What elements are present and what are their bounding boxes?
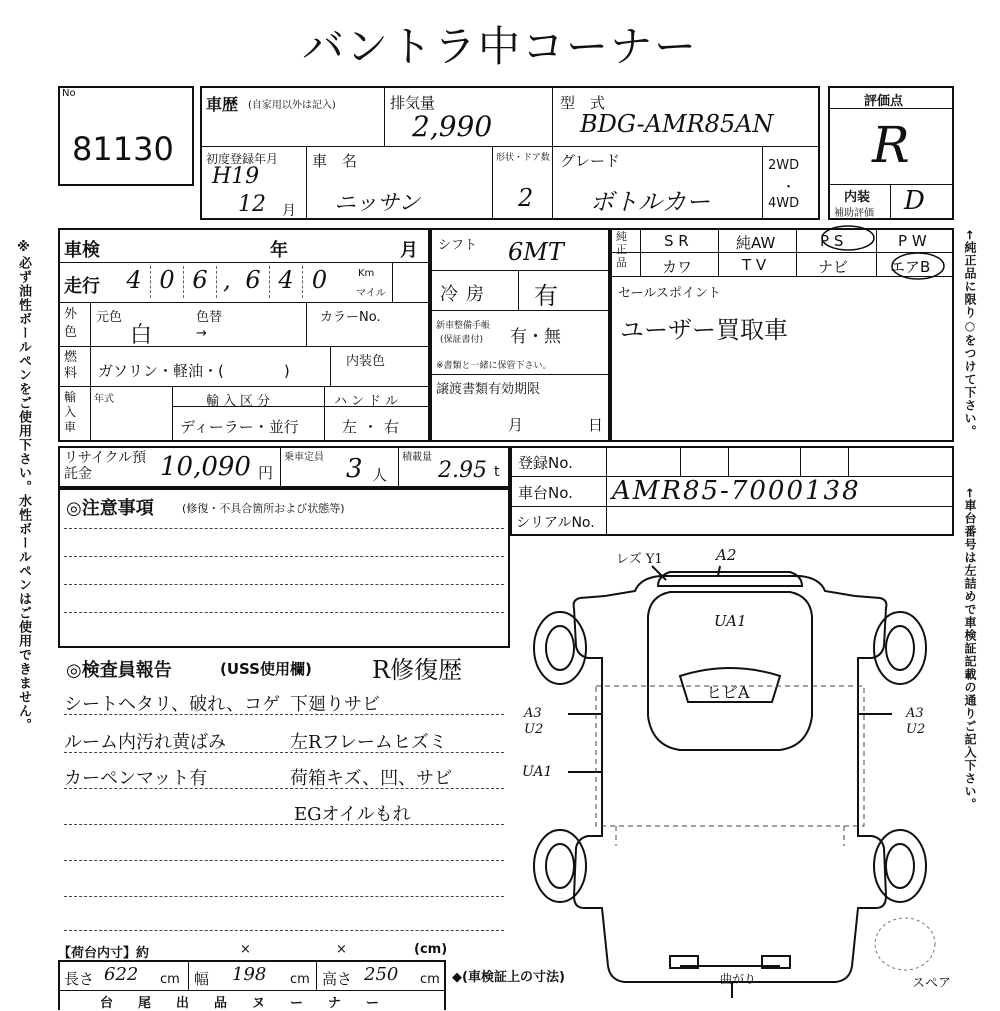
equip-sr: S R xyxy=(664,232,689,250)
width-value: 198 xyxy=(232,964,267,985)
equip-aw: 純AW xyxy=(736,234,776,252)
height-label: 高さ xyxy=(322,970,353,988)
cargo-times-2: × xyxy=(336,942,347,957)
car-name-value: ニッサン xyxy=(334,191,421,216)
load-label: 積載量 xyxy=(402,452,432,463)
diagram-mark-windshield: ヒビA xyxy=(706,683,750,702)
equip-airbag: エアB xyxy=(890,258,931,276)
import-class-label: 輸入区分 xyxy=(206,394,275,409)
manual-label: 新車整備手帳 xyxy=(436,321,491,331)
first-reg-month: 12 xyxy=(238,192,266,217)
original-color-value: 白 xyxy=(130,323,153,348)
equip-ps: P S xyxy=(820,232,844,250)
length-cm: cm xyxy=(160,972,180,987)
mileage-digit: 4 xyxy=(118,266,151,298)
doors-value: 2 xyxy=(518,184,534,212)
displacement-label: 排気量 xyxy=(390,94,436,112)
aircon-value: 有 xyxy=(534,282,558,310)
no-label: No xyxy=(62,88,76,99)
km-label: Km xyxy=(358,268,375,279)
color-no-label: カラーNo. xyxy=(320,310,381,325)
interior-sub: 補助評価 xyxy=(834,208,874,219)
cargo-times-1: × xyxy=(240,942,251,957)
grade-value: ボトルカー xyxy=(590,188,710,216)
equip-pw: P W xyxy=(898,232,927,250)
capacity-label: 乗車定員 xyxy=(284,452,324,463)
cargo-bottom-text: 台 尾 出 品 ヌ ー ナ ー xyxy=(100,996,386,1011)
height-value: 250 xyxy=(364,964,399,985)
report-left-1: シートヘタリ、破れ、コゲ xyxy=(64,694,281,715)
report-right-3: 荷箱キズ、凹、サビ xyxy=(290,768,453,789)
shift-label: シフト xyxy=(438,238,478,253)
original-color-label: 元色 xyxy=(96,310,123,325)
cargo-arrow-note: ◆(車検証上の寸法) xyxy=(452,970,565,985)
load-value: 2.95 xyxy=(438,458,487,483)
doors-label: 形状・ドア数 xyxy=(496,153,550,163)
chassis-no-value: AMR85-7000138 xyxy=(612,476,861,506)
mileage-digit: 0 xyxy=(311,266,328,294)
diagram-mark-roof: UA1 xyxy=(714,612,747,630)
import-class-value: ディーラー・並行 xyxy=(180,418,299,436)
spare-label: スペア xyxy=(912,976,952,991)
inspection-month-unit: 月 xyxy=(400,240,418,261)
right-vertical-note-2: ←車台番号は左詰めで車検証記載の通りご記入下さい。 xyxy=(963,488,977,812)
grade-label: グレード xyxy=(560,152,621,170)
height-cm: cm xyxy=(420,972,440,987)
length-value: 622 xyxy=(104,964,139,985)
diagram-mark-front: A2 xyxy=(716,546,737,564)
spare-tire-circle xyxy=(870,914,940,974)
interior-value: D xyxy=(904,186,925,216)
capacity-value: 3 xyxy=(346,454,363,484)
drive-4wd: 4WD xyxy=(768,196,800,211)
mileage-digit: 0 xyxy=(151,266,184,298)
cargo-unit: (cm) xyxy=(414,942,448,957)
equipment-circle-marks xyxy=(800,222,960,282)
year-type-label: 年式 xyxy=(94,394,114,405)
history-note: (自家用以外は記入) xyxy=(248,100,336,111)
recycle-unit: 円 xyxy=(258,464,274,482)
car-name-label: 車 名 xyxy=(312,152,358,170)
lot-number: 81130 xyxy=(72,130,174,168)
cargo-label: 【荷台内寸】約 xyxy=(58,946,150,961)
equip-leather: カワ xyxy=(662,258,693,276)
chassis-no-label: 車台No. xyxy=(518,484,573,502)
repaint-arrow: → xyxy=(196,326,207,341)
manual-note: ※書類と一緒に保管下さい。 xyxy=(436,361,552,371)
diagram-mark-right: A3 U2 xyxy=(906,706,926,737)
handle-value: 左・右 xyxy=(342,418,406,436)
fuel-options: ガソリン・軽油・( ) xyxy=(98,362,290,380)
inspector-label: ◎検査員報告 xyxy=(66,660,172,681)
right-vertical-note-1: ←純正品に限り○をつけて下さい。 xyxy=(963,230,977,439)
caution-sub: (修復・不具合箇所および状態等) xyxy=(182,502,345,515)
equip-navi: ナビ xyxy=(818,258,849,276)
displacement-value: 2,990 xyxy=(412,110,493,143)
mileage-digit: 6 xyxy=(184,266,217,298)
handle-label: ハンドル xyxy=(334,394,403,409)
diagram-mark-rear: 曲がり xyxy=(720,972,757,986)
transfer-label: 譲渡書類有効期限 xyxy=(436,382,541,397)
report-right-1: 下廻りサビ xyxy=(290,694,380,715)
load-unit: t xyxy=(494,464,500,480)
caution-label: ◎注意事項 xyxy=(66,498,154,519)
mile-label: マイル xyxy=(356,288,386,299)
spec-box xyxy=(58,228,430,442)
mileage-digit: , xyxy=(223,266,231,294)
rating-label: 評価点 xyxy=(864,94,904,109)
diagram-mark-left: A3 U2 xyxy=(524,706,544,737)
inspection-label: 車検 xyxy=(64,240,100,261)
recycle-value: 10,090 xyxy=(160,452,251,482)
manual-value: 有・無 xyxy=(510,327,561,347)
fuel-label: 燃料 xyxy=(64,350,78,381)
report-right-2: 左Rフレームヒズミ xyxy=(290,732,447,753)
drive-2wd: 2WD xyxy=(768,158,800,173)
report-right-4: EGオイルもれ xyxy=(294,804,411,825)
mileage-label: 走行 xyxy=(64,276,100,297)
interior-color-label: 内装色 xyxy=(346,354,386,369)
diagram-mark-left-lower: UA1 xyxy=(522,764,553,780)
mileage-digit: 6 xyxy=(237,266,270,298)
model-value: BDG-AMR85AN xyxy=(580,110,774,138)
sales-point-value: ユーザー買取車 xyxy=(620,316,788,344)
transfer-month: 月 xyxy=(508,416,524,434)
rating-value: R xyxy=(872,116,910,174)
report-left-3: カーペンマット有 xyxy=(64,768,208,789)
shift-value: 6MT xyxy=(508,238,564,266)
interior-label: 内装 xyxy=(844,190,871,205)
inspection-year-unit: 年 xyxy=(270,240,288,261)
diagram-mark-front-left: レズ Y1 xyxy=(616,552,663,567)
model-label: 型 式 xyxy=(560,94,606,112)
genuine-label: 純正品 xyxy=(616,230,627,269)
recycle-label: リサイクル預託金 xyxy=(64,450,147,482)
reg-no-label: 登録No. xyxy=(518,454,573,472)
mileage-digits xyxy=(118,266,348,298)
aircon-label: 冷房 xyxy=(440,284,492,305)
exterior-label: 外色 xyxy=(64,307,78,340)
first-reg-month-unit: 月 xyxy=(282,203,296,219)
report-left-2: ルーム内汚れ黄ばみ xyxy=(64,732,226,753)
width-label: 幅 xyxy=(194,970,210,988)
drive-dot: ・ xyxy=(782,180,796,195)
serial-no-label: シリアルNo. xyxy=(516,515,595,531)
page-title: バントラ中コーナー xyxy=(301,22,698,71)
import-label: 輸入車 xyxy=(64,390,77,434)
history-label: 車歴 xyxy=(206,95,239,114)
length-label: 長さ xyxy=(64,970,95,988)
width-cm: cm xyxy=(290,972,310,987)
capacity-unit: 人 xyxy=(372,466,388,484)
mileage-digit: 4 xyxy=(270,266,303,298)
equip-tv: T V xyxy=(742,256,767,274)
repaint-label: 色替 xyxy=(196,310,223,325)
sales-point-label: セールスポイント xyxy=(618,286,721,301)
first-reg-label: 初度登録年月 xyxy=(206,152,279,166)
inspector-value: R修復歴 xyxy=(372,656,463,684)
transfer-day: 日 xyxy=(588,416,604,434)
left-vertical-note: ※必ず油性ボールペンをご使用下さい。水性ボールペンはご使用できません。 xyxy=(16,240,31,732)
manual-sub: (保証書付) xyxy=(440,335,484,345)
first-reg-year: H19 xyxy=(212,164,260,189)
inspector-sub: (USS使用欄) xyxy=(220,660,312,678)
